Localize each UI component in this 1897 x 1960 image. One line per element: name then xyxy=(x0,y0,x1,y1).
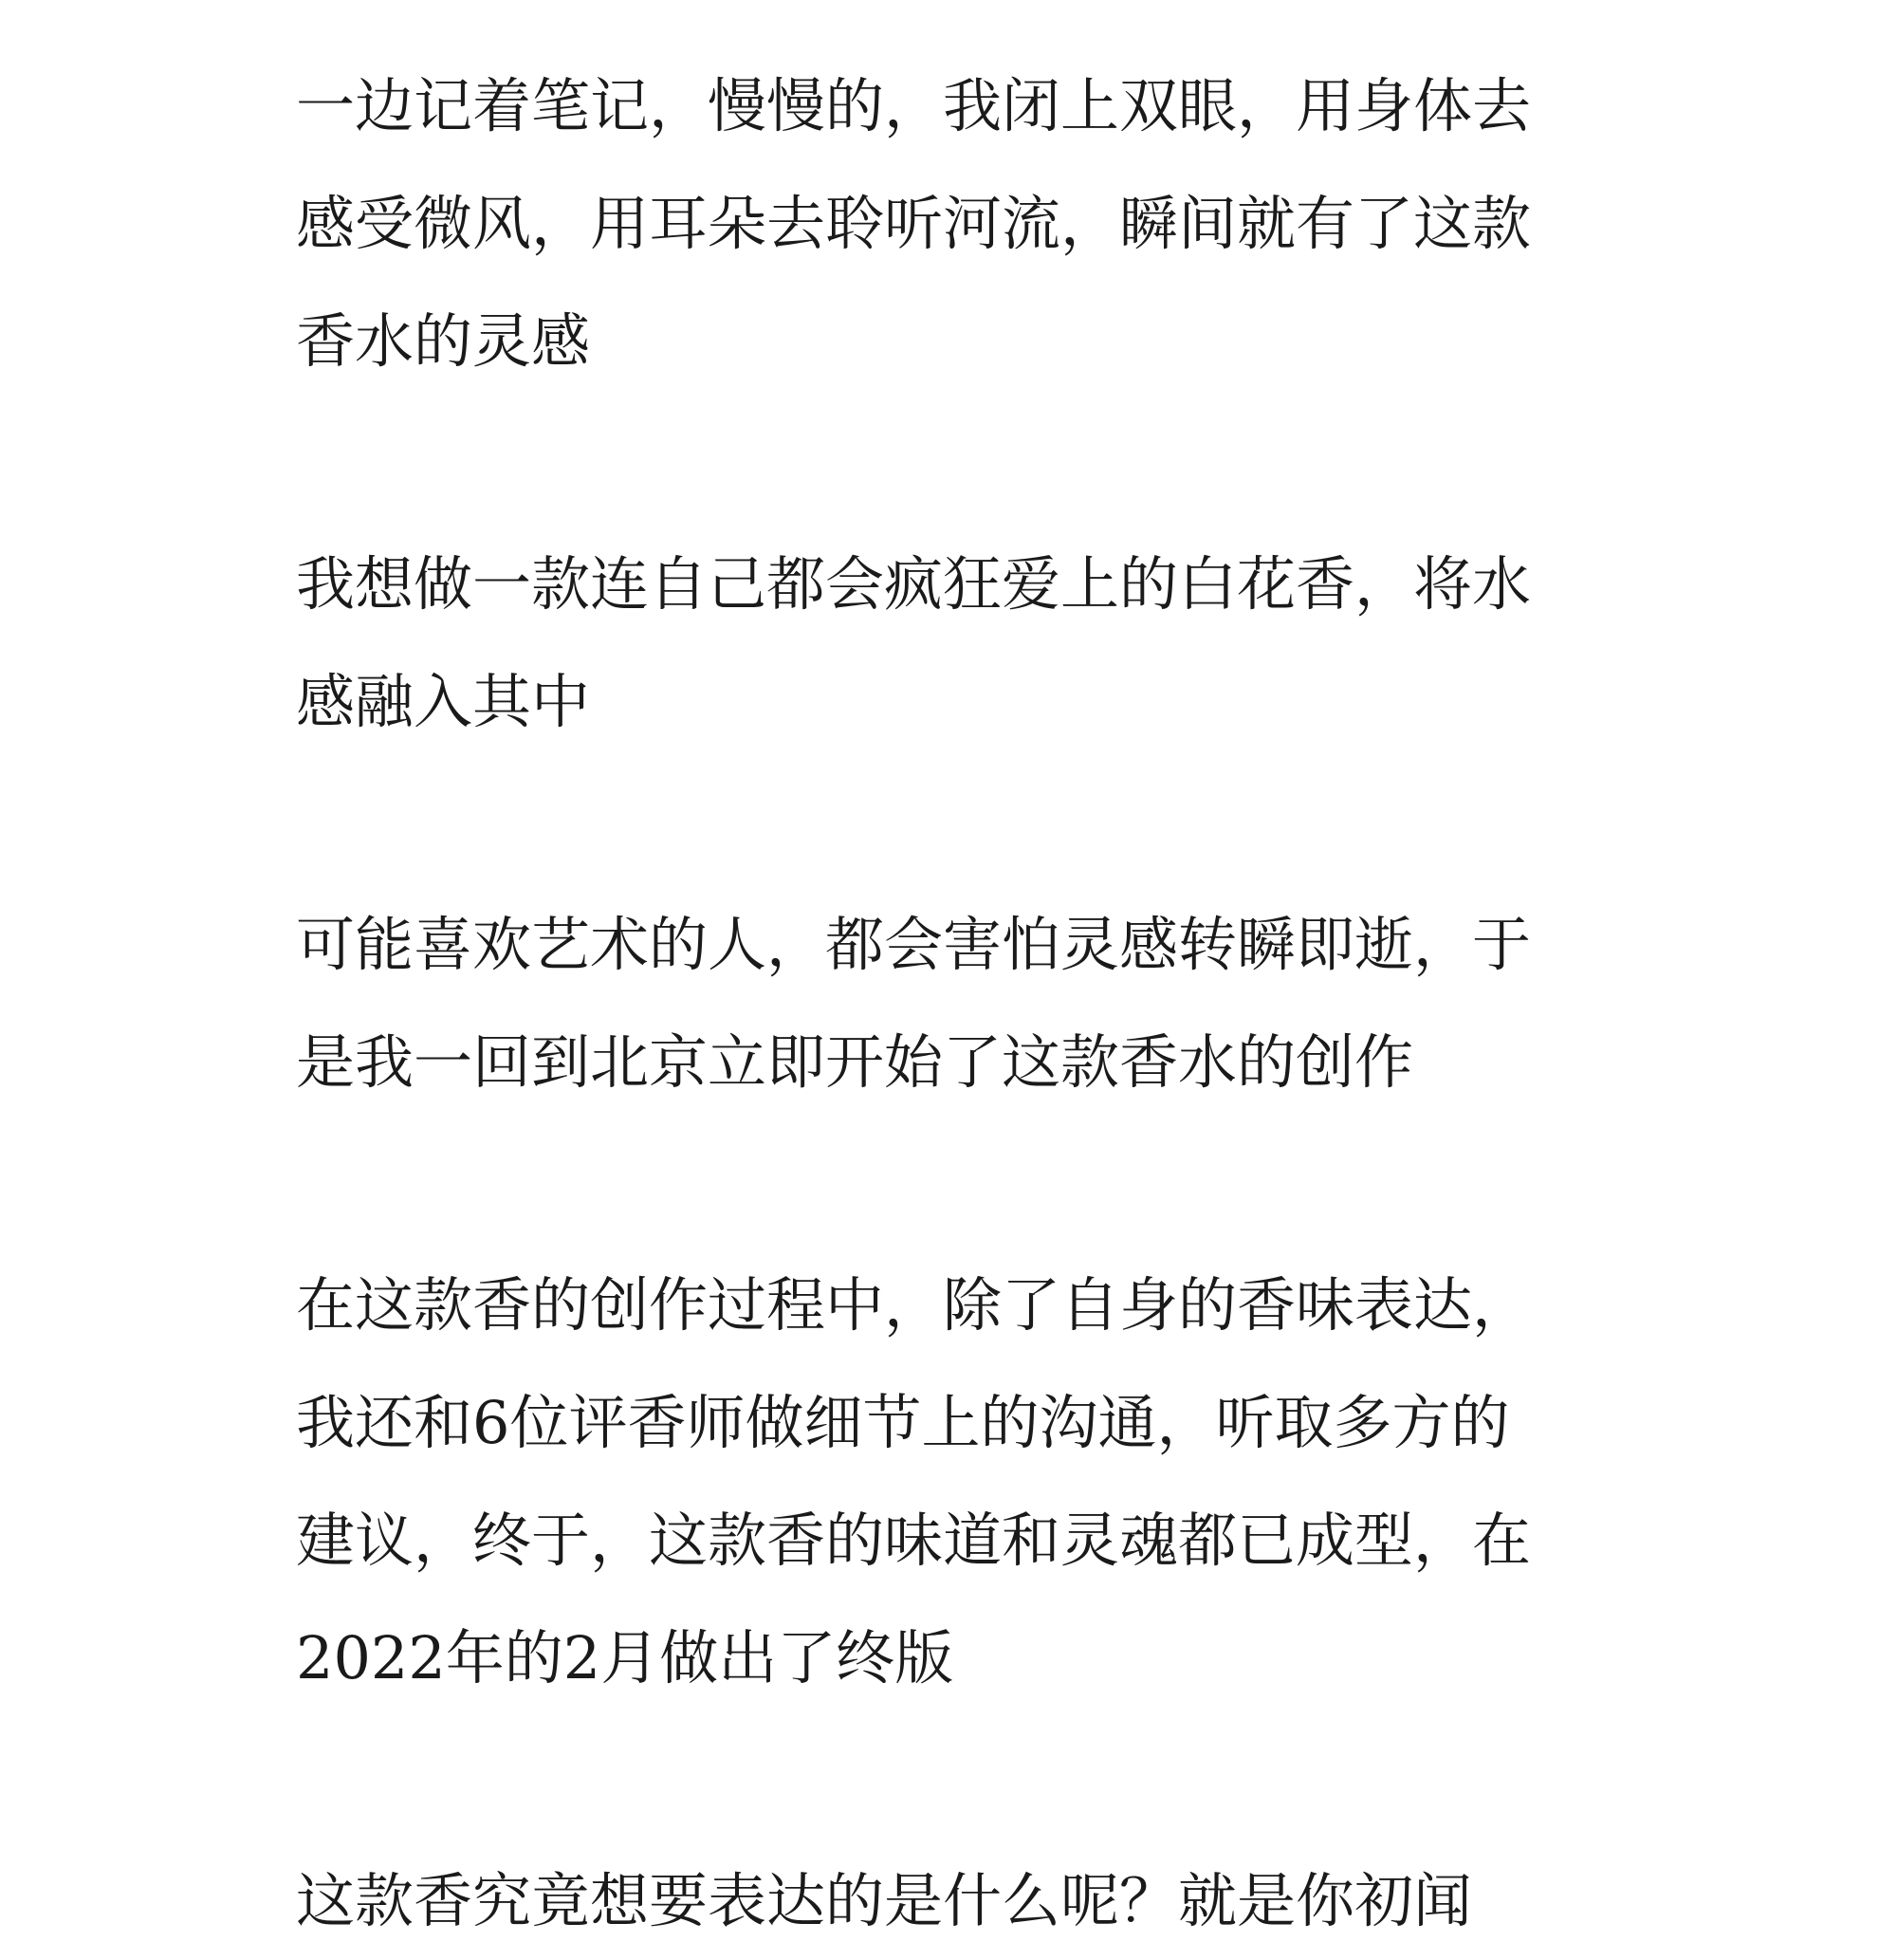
paragraph-3 xyxy=(296,886,1624,1121)
text-line: 一边记着笔记，慢慢的，我闭上双眼，用身体去 xyxy=(296,71,1532,140)
text-line: 可能喜欢艺术的人，都会害怕灵感转瞬即逝，于 xyxy=(296,910,1532,979)
paragraph-5 xyxy=(296,1842,1624,1960)
text-line: 我想做一款连自己都会疯狂爱上的白花香，将水 xyxy=(296,549,1532,619)
paragraph-2 xyxy=(296,526,1624,761)
paragraph-1 xyxy=(296,47,1624,400)
text-line: 在这款香的创作过程中，除了自身的香味表达， xyxy=(296,1270,1532,1340)
paragraph-4 xyxy=(296,1247,1624,1717)
text-line: 感受微风，用耳朵去聆听河流，瞬间就有了这款 xyxy=(296,189,1532,258)
text-line: 这款香究竟想要表达的是什么呢？就是你初闻 xyxy=(296,1866,1473,1935)
paragraph-gap xyxy=(296,1717,1624,1842)
paragraph-gap xyxy=(296,1121,1624,1247)
text-line: 是我一回到北京立即开始了这款香水的创作 xyxy=(296,1027,1414,1097)
paragraph-gap xyxy=(296,761,1624,886)
text-line: 建议，终于，这款香的味道和灵魂都已成型，在 xyxy=(296,1506,1532,1575)
article-body xyxy=(296,47,1624,1960)
paragraph-gap xyxy=(296,400,1624,526)
text-line: 2022年的2月做出了终版 xyxy=(296,1623,954,1692)
text-line: 香水的灵感 xyxy=(296,306,591,376)
text-line: 我还和6位评香师做细节上的沟通，听取多方的 xyxy=(296,1388,1510,1457)
text-line: 感融入其中 xyxy=(296,667,591,736)
